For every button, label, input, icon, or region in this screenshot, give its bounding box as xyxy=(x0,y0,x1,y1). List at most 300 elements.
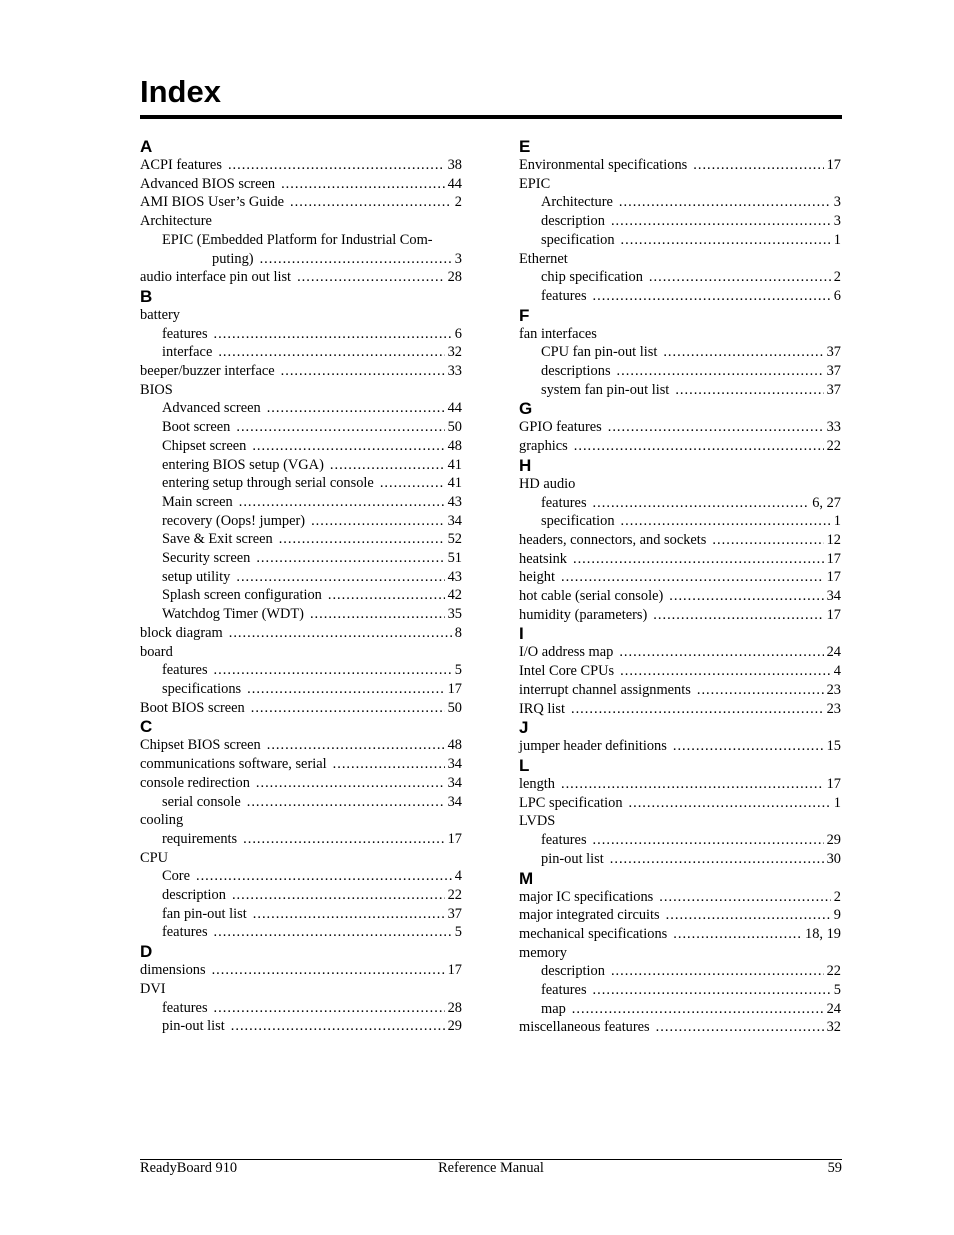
index-section-letter: B xyxy=(140,286,153,306)
index-section-letter: D xyxy=(140,942,153,962)
index-term: entering BIOS setup (VGA) xyxy=(162,456,324,473)
page-reference: 17 xyxy=(826,569,841,586)
page-reference: 33 xyxy=(447,363,462,380)
page-reference: 17 xyxy=(447,962,462,979)
dot-leader xyxy=(669,587,823,606)
index-entry xyxy=(519,437,841,456)
index-subentry xyxy=(140,568,462,587)
page-reference: 44 xyxy=(447,400,462,417)
index-entry xyxy=(519,888,841,907)
page-reference: 41 xyxy=(447,456,462,473)
page-reference: 37 xyxy=(826,344,841,361)
dot-leader xyxy=(253,905,445,924)
index-term: headers, connectors, and sockets xyxy=(519,531,707,548)
index-subentry xyxy=(519,193,841,212)
index-term: console redirection xyxy=(140,774,250,791)
dot-leader xyxy=(236,568,444,587)
index-heading: EPIC (Embedded Platform for Industrial Com- xyxy=(162,231,433,248)
index-entry xyxy=(519,681,841,700)
page-reference: 6 xyxy=(833,287,841,304)
dot-leader xyxy=(610,850,824,869)
page-reference: 3 xyxy=(454,250,462,267)
dot-leader xyxy=(593,287,831,306)
dot-leader xyxy=(330,456,445,475)
index-entry xyxy=(519,775,841,794)
index-heading: EPIC xyxy=(519,175,551,192)
dot-leader xyxy=(214,325,452,344)
dot-leader xyxy=(243,830,444,849)
dot-leader xyxy=(629,794,831,813)
index-subentry xyxy=(519,494,841,513)
page-reference: 52 xyxy=(447,531,462,548)
index-term: features xyxy=(541,832,587,849)
index-term: mechanical specifications xyxy=(519,925,668,942)
index-subentry xyxy=(140,1017,462,1036)
index-subentry xyxy=(140,474,462,493)
index-term: Main screen xyxy=(162,493,233,510)
page-reference: 2 xyxy=(833,888,841,905)
index-term: description xyxy=(541,213,605,230)
footer-page-number: 59 xyxy=(827,1160,842,1176)
index-subentry xyxy=(140,886,462,905)
index-subentry xyxy=(140,867,462,886)
index-heading: LVDS xyxy=(519,813,556,830)
dot-leader xyxy=(267,736,445,755)
page-reference: 37 xyxy=(447,905,462,922)
index-subentry xyxy=(140,586,462,605)
index-term: audio interface pin out list xyxy=(140,269,292,286)
index-entry xyxy=(140,362,462,381)
index-entry xyxy=(519,737,841,756)
dot-leader xyxy=(608,418,824,437)
dot-leader xyxy=(214,661,452,680)
index-entry xyxy=(519,550,841,569)
index-section-letter: M xyxy=(519,868,534,888)
index-heading: fan interfaces xyxy=(519,325,597,342)
page-reference: 5 xyxy=(454,662,462,679)
dot-leader xyxy=(229,624,452,643)
index-entry xyxy=(519,156,841,175)
index-entry xyxy=(140,699,462,718)
index-subentry xyxy=(519,212,841,231)
page-reference: 24 xyxy=(826,1000,841,1017)
dot-leader xyxy=(214,999,445,1018)
index-entry xyxy=(519,587,841,606)
index-term: features xyxy=(541,287,587,304)
index-term: height xyxy=(519,569,555,586)
index-term: length xyxy=(519,775,555,792)
dot-leader xyxy=(673,737,824,756)
index-subentry xyxy=(140,999,462,1018)
index-term: communications software, serial xyxy=(140,756,327,773)
page-reference: 48 xyxy=(447,437,462,454)
index-term: graphics xyxy=(519,438,568,455)
page-reference: 1 xyxy=(833,231,841,248)
page-reference: 5 xyxy=(454,924,462,941)
index-term: jumper header definitions xyxy=(519,738,667,755)
page-reference: 17 xyxy=(826,606,841,623)
index-entry xyxy=(140,774,462,793)
index-subentry xyxy=(519,1000,841,1019)
dot-leader xyxy=(247,680,444,699)
page-reference: 22 xyxy=(826,963,841,980)
index-term: specification xyxy=(541,513,615,530)
dot-leader xyxy=(617,362,824,381)
index-entry xyxy=(140,193,462,212)
index-entry xyxy=(519,531,841,550)
dot-leader xyxy=(611,212,831,231)
index-entry xyxy=(519,794,841,813)
dot-leader xyxy=(380,474,445,493)
index-heading: board xyxy=(140,643,173,660)
index-term: serial console xyxy=(162,793,241,810)
index-term: Core xyxy=(162,868,190,885)
index-entry xyxy=(519,662,841,681)
dot-leader xyxy=(666,906,831,925)
dot-leader xyxy=(256,774,445,793)
index-term: interrupt channel assignments xyxy=(519,681,691,698)
index-heading: HD audio xyxy=(519,475,576,492)
dot-leader xyxy=(649,268,831,287)
page-reference: 12 xyxy=(826,531,841,548)
dot-leader xyxy=(593,831,824,850)
index-entry xyxy=(140,961,462,980)
index-entry xyxy=(519,606,841,625)
index-subentry xyxy=(140,418,462,437)
page-reference: 6 xyxy=(454,325,462,342)
dot-leader xyxy=(621,231,831,250)
page-reference: 28 xyxy=(447,999,462,1016)
footer-manual-title: Reference Manual xyxy=(438,1160,544,1176)
dot-leader xyxy=(311,512,445,531)
index-term: Advanced screen xyxy=(162,400,261,417)
index-term: descriptions xyxy=(541,363,611,380)
dot-leader xyxy=(653,606,823,625)
index-entry xyxy=(519,1018,841,1037)
page-reference: 29 xyxy=(826,832,841,849)
index-entry xyxy=(140,175,462,194)
page-reference: 6, 27 xyxy=(812,494,841,511)
page-reference: 34 xyxy=(447,512,462,529)
dot-leader xyxy=(212,961,445,980)
dot-leader xyxy=(214,923,452,942)
page-reference: 9 xyxy=(833,907,841,924)
dot-leader xyxy=(281,175,445,194)
page-reference: 34 xyxy=(447,774,462,791)
page-reference: 4 xyxy=(454,868,462,885)
index-heading: BIOS xyxy=(140,381,173,398)
page-reference: 51 xyxy=(447,550,462,567)
index-entry xyxy=(140,755,462,774)
index-section-letter: C xyxy=(140,717,153,737)
index-term: specifications xyxy=(162,680,242,697)
dot-leader xyxy=(260,250,452,269)
page-reference: 41 xyxy=(447,475,462,492)
page-reference: 23 xyxy=(826,700,841,717)
dot-leader xyxy=(251,699,445,718)
dot-leader xyxy=(236,418,444,437)
index-term: block diagram xyxy=(140,624,223,641)
dot-leader xyxy=(675,381,823,400)
index-term: entering setup through serial console xyxy=(162,475,374,492)
index-entry xyxy=(140,736,462,755)
index-heading: CPU xyxy=(140,849,168,866)
footer-product: ReadyBoard 910 xyxy=(140,1160,238,1176)
index-subentry xyxy=(140,456,462,475)
index-subentry xyxy=(140,493,462,512)
index-term: Environmental specifications xyxy=(519,157,688,173)
page-reference: 18, 19 xyxy=(805,925,841,942)
index-subentry xyxy=(140,512,462,531)
page-reference: 17 xyxy=(447,680,462,697)
dot-leader xyxy=(619,193,831,212)
dot-leader xyxy=(328,586,445,605)
index-term: Chipset BIOS screen xyxy=(140,737,261,754)
index-subentry xyxy=(519,512,841,531)
page-reference: 44 xyxy=(447,175,462,192)
dot-leader xyxy=(218,343,444,362)
index-term: setup utility xyxy=(162,568,231,585)
index-term: Chipset screen xyxy=(162,437,247,454)
page-reference: 2 xyxy=(833,269,841,286)
index-entry xyxy=(519,643,841,662)
page-reference: 42 xyxy=(447,587,462,604)
page-reference: 32 xyxy=(826,1019,841,1036)
index-subentry xyxy=(519,362,841,381)
index-term: Intel Core CPUs xyxy=(519,663,615,680)
page-reference: 23 xyxy=(826,681,841,698)
index-term: ACPI features xyxy=(140,157,222,173)
page-reference: 50 xyxy=(447,699,462,716)
index-subentry xyxy=(519,268,841,287)
index-entry xyxy=(519,906,841,925)
index-term: chip specification xyxy=(541,269,643,286)
index-term: Advanced BIOS screen xyxy=(140,175,276,192)
page-reference: 4 xyxy=(833,663,841,680)
page-reference: 24 xyxy=(826,644,841,661)
index-term: GPIO features xyxy=(519,419,602,436)
dot-leader xyxy=(297,268,445,287)
dot-leader xyxy=(232,886,445,905)
index-term: humidity (parameters) xyxy=(519,606,648,623)
index-term: dimensions xyxy=(140,962,206,979)
index-term: major IC specifications xyxy=(519,888,654,905)
index-term: description xyxy=(541,963,605,980)
dot-leader xyxy=(663,343,823,362)
dot-leader xyxy=(693,156,823,175)
dot-leader xyxy=(333,755,445,774)
index-entry xyxy=(519,700,841,719)
dot-leader xyxy=(279,530,445,549)
page-reference: 37 xyxy=(826,363,841,380)
index-subentry xyxy=(140,437,462,456)
index-term: features xyxy=(541,982,587,999)
page-reference: 32 xyxy=(447,344,462,361)
page-reference: 43 xyxy=(447,568,462,585)
index-subentry xyxy=(519,381,841,400)
index-section-letter: H xyxy=(519,455,532,475)
page-reference: 48 xyxy=(447,737,462,754)
index-subentry xyxy=(140,661,462,680)
index-subentry xyxy=(519,981,841,1000)
page-reference: 37 xyxy=(826,381,841,398)
index-term: specification xyxy=(541,231,615,248)
index-term: I/O address map xyxy=(519,644,614,661)
index-term: description xyxy=(162,887,226,904)
index-term: features xyxy=(162,662,208,679)
index-term: Security screen xyxy=(162,550,251,567)
index-term: puting) xyxy=(212,250,254,267)
page-reference: 17 xyxy=(826,157,841,173)
page-reference: 1 xyxy=(833,794,841,811)
index-subentry xyxy=(140,530,462,549)
page-reference: 50 xyxy=(447,419,462,436)
dot-leader xyxy=(561,775,824,794)
dot-leader xyxy=(196,867,452,886)
index-heading: battery xyxy=(140,306,180,323)
page-reference: 5 xyxy=(833,982,841,999)
index-term: miscellaneous features xyxy=(519,1019,650,1036)
dot-leader xyxy=(290,193,452,212)
index-subentry xyxy=(140,680,462,699)
title-rule xyxy=(140,115,842,119)
index-term: pin-out list xyxy=(541,850,604,867)
page-reference: 17 xyxy=(826,775,841,792)
index-entry xyxy=(519,568,841,587)
index-entry xyxy=(140,624,462,643)
dot-leader xyxy=(619,643,823,662)
page-reference: 29 xyxy=(447,1018,462,1035)
dot-leader xyxy=(561,568,824,587)
index-section-letter: E xyxy=(519,137,531,156)
index-term: features xyxy=(162,924,208,941)
page-reference: 1 xyxy=(833,513,841,530)
index-section-letter: G xyxy=(519,399,533,419)
index-subentry xyxy=(140,923,462,942)
dot-leader xyxy=(281,362,445,381)
index-term: hot cable (serial console) xyxy=(519,588,664,605)
index-term: Watchdog Timer (WDT) xyxy=(162,606,304,623)
page-reference: 30 xyxy=(826,850,841,867)
page-reference: 35 xyxy=(447,606,462,623)
dot-leader xyxy=(571,700,824,719)
index-term: pin-out list xyxy=(162,1018,225,1035)
page-reference: 17 xyxy=(826,550,841,567)
dot-leader xyxy=(256,549,444,568)
dot-leader xyxy=(239,493,445,512)
dot-leader xyxy=(621,512,831,531)
dot-leader xyxy=(620,662,831,681)
page-reference: 17 xyxy=(447,830,462,847)
index-term: recovery (Oops! jumper) xyxy=(162,512,306,529)
index-term: Splash screen configuration xyxy=(162,587,322,604)
index-term: map xyxy=(541,1000,566,1017)
index-entry xyxy=(140,268,462,287)
index-term: CPU fan pin-out list xyxy=(541,344,658,361)
index-subentry xyxy=(140,399,462,418)
index-term: features xyxy=(162,999,208,1016)
page-reference: 34 xyxy=(826,588,841,605)
page-reference: 43 xyxy=(447,493,462,510)
page-reference: 28 xyxy=(447,269,462,286)
page-reference: 2 xyxy=(454,194,462,211)
index-section-letter: L xyxy=(519,755,530,775)
index-subentry xyxy=(140,325,462,344)
index-entry xyxy=(519,418,841,437)
dot-leader xyxy=(573,550,824,569)
page-reference: 22 xyxy=(447,887,462,904)
index-subentry xyxy=(519,343,841,362)
index-section-letter: J xyxy=(519,718,529,738)
dot-leader xyxy=(252,437,444,456)
dot-leader xyxy=(228,156,445,175)
dot-leader xyxy=(673,925,802,944)
index-term: fan pin-out list xyxy=(162,905,247,922)
page-reference: 22 xyxy=(826,438,841,455)
index-subentry xyxy=(140,605,462,624)
index-term: interface xyxy=(162,344,213,361)
index-term: Save & Exit screen xyxy=(162,531,273,548)
index-subentry xyxy=(140,343,462,362)
dot-leader xyxy=(267,399,445,418)
page-reference: 38 xyxy=(447,157,462,173)
index-term: Boot BIOS screen xyxy=(140,699,245,716)
index-heading: DVI xyxy=(140,980,166,997)
page-reference: 8 xyxy=(454,624,462,641)
dot-leader xyxy=(659,888,831,907)
index-term: Boot screen xyxy=(162,419,231,436)
index-term: LPC specification xyxy=(519,794,623,811)
page-reference: 3 xyxy=(833,213,841,230)
index-subentry xyxy=(140,250,462,269)
index-subentry xyxy=(140,549,462,568)
index-term: heatsink xyxy=(519,550,567,567)
page-reference: 34 xyxy=(447,793,462,810)
dot-leader xyxy=(593,494,810,513)
dot-leader xyxy=(574,437,824,456)
index-term: requirements xyxy=(162,830,238,847)
index-term: features xyxy=(162,325,208,342)
index-heading: memory xyxy=(519,944,567,961)
index-subentry xyxy=(519,831,841,850)
index-column-left xyxy=(140,137,462,1036)
index-subentry xyxy=(519,850,841,869)
index-subentry xyxy=(140,793,462,812)
dot-leader xyxy=(310,605,445,624)
index-column-right xyxy=(519,137,841,1037)
index-term: features xyxy=(541,494,587,511)
index-term: beeper/buzzer interface xyxy=(140,363,275,380)
dot-leader xyxy=(247,793,445,812)
page-reference: 3 xyxy=(833,194,841,211)
dot-leader xyxy=(656,1018,824,1037)
page-reference: 34 xyxy=(447,756,462,773)
index-section-letter: F xyxy=(519,305,530,325)
index-heading: Ethernet xyxy=(519,250,568,267)
dot-leader xyxy=(712,531,823,550)
dot-leader xyxy=(593,981,831,1000)
index-term: IRQ list xyxy=(519,700,565,717)
index-subentry xyxy=(140,905,462,924)
index-term: Architecture xyxy=(541,194,613,211)
dot-leader xyxy=(611,962,824,981)
page-reference: 33 xyxy=(826,419,841,436)
index-heading: cooling xyxy=(140,812,184,829)
index-subentry xyxy=(519,231,841,250)
page-title: Index xyxy=(140,74,221,109)
index-term: major integrated circuits xyxy=(519,907,660,924)
index-entry xyxy=(519,925,841,944)
